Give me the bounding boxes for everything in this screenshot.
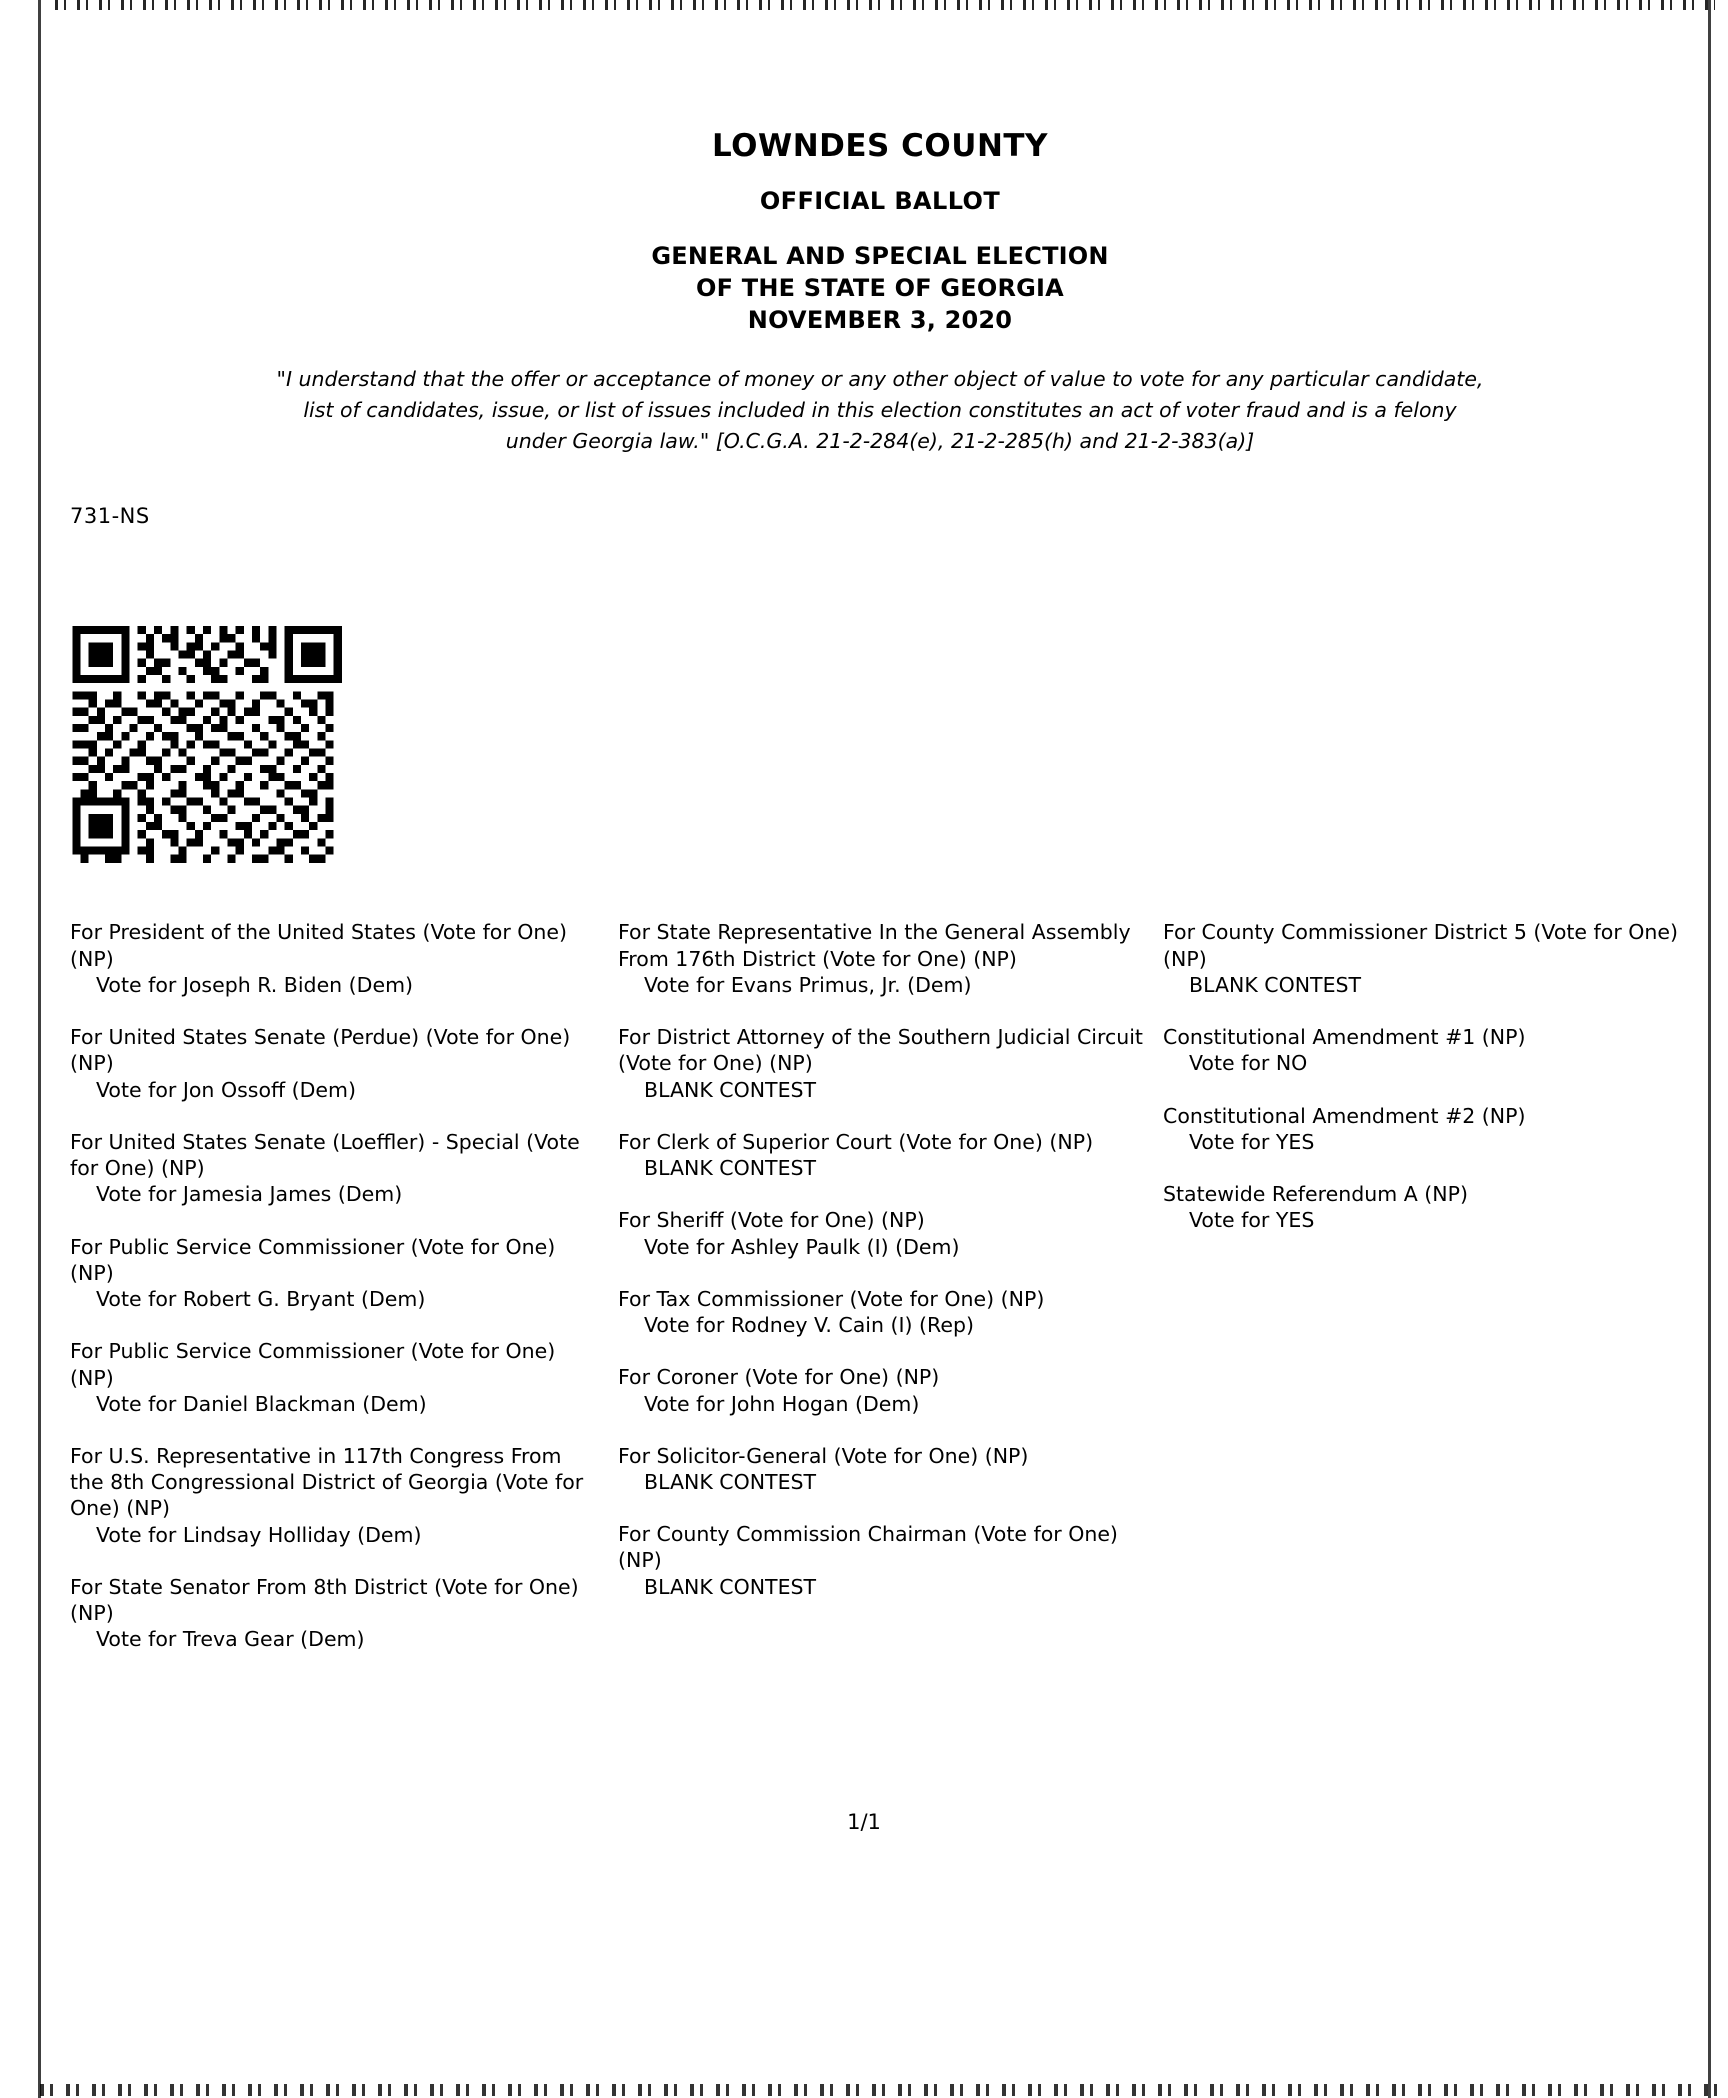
contest-choice: Vote for Evans Primus, Jr. (Dem) xyxy=(644,972,972,997)
contest-choice: BLANK CONTEST xyxy=(644,1469,817,1494)
contest-column-3 xyxy=(1155,919,1690,1259)
contest-choice: Vote for Ashley Paulk (I) (Dem) xyxy=(644,1234,960,1259)
ballot-style-id: 731-NS xyxy=(70,504,150,529)
contest-item xyxy=(618,1443,1145,1495)
contest-item xyxy=(618,1521,1145,1600)
contest-columns xyxy=(70,919,1690,1678)
contest-title: For Coroner (Vote for One) (NP) xyxy=(618,1365,940,1390)
contest-item xyxy=(1163,1103,1680,1155)
contest-title: For County Commission Chairman (Vote for One) (NP) xyxy=(618,1522,1118,1573)
voter-oath-line2: list of candidates, issue, or list of issues included in this election constitutes an act of voter fraud and is a felony xyxy=(303,397,1457,422)
contest-column-1 xyxy=(70,919,610,1678)
contest-choice: Vote for Robert G. Bryant (Dem) xyxy=(96,1287,426,1312)
contest-item xyxy=(1163,1181,1680,1233)
election-date: NOVEMBER 3, 2020 xyxy=(747,305,1013,334)
contest-title: Constitutional Amendment #2 (NP) xyxy=(1163,1103,1526,1128)
election-title xyxy=(60,241,1700,336)
contest-title: For State Senator From 8th District (Vote for One) (NP) xyxy=(70,1574,579,1626)
county-title: LOWNDES COUNTY xyxy=(712,128,1048,164)
official-ballot-label: OFFICIAL BALLOT xyxy=(759,187,1001,216)
contest-title: For District Attorney of the Southern Judicial Circuit (Vote for One) (NP) xyxy=(618,1025,1143,1076)
contest-item xyxy=(618,1286,1145,1338)
contest-item xyxy=(70,1024,600,1103)
contest-choice: BLANK CONTEST xyxy=(644,1574,817,1599)
scan-edge-left xyxy=(38,0,41,2098)
contest-choice: Vote for YES xyxy=(1189,1208,1315,1233)
ballot-header xyxy=(60,128,1700,336)
contest-choice: Vote for Treva Gear (Dem) xyxy=(96,1627,365,1652)
contest-title: For Public Service Commissioner (Vote for One) (NP) xyxy=(70,1339,556,1390)
contest-title: For Public Service Commissioner (Vote for One) (NP) xyxy=(70,1234,556,1285)
contest-title: Constitutional Amendment #1 (NP) xyxy=(1163,1025,1526,1050)
contest-item xyxy=(70,1338,600,1417)
contest-choice: Vote for YES xyxy=(1189,1129,1315,1154)
contest-choice: Vote for Lindsay Holliday (Dem) xyxy=(96,1522,422,1547)
contest-title: For Tax Commissioner (Vote for One) (NP) xyxy=(618,1286,1045,1311)
voter-oath-line3: under Georgia law." [O.C.G.A. 21-2-284(e), 21-2-285(h) and 21-2-383(a)] xyxy=(505,428,1255,453)
contest-item xyxy=(618,1364,1145,1416)
contest-item xyxy=(618,919,1145,998)
scan-artifact-bottom xyxy=(40,2084,1720,2096)
contest-item xyxy=(618,1024,1145,1103)
contest-title: For Solicitor-General (Vote for One) (NP) xyxy=(618,1443,1029,1468)
voter-oath xyxy=(60,364,1700,456)
contest-item xyxy=(70,1443,600,1548)
contest-item xyxy=(618,1129,1145,1181)
contest-item xyxy=(70,1129,600,1208)
contest-choice: BLANK CONTEST xyxy=(644,1077,817,1102)
contest-title: Statewide Referendum A (NP) xyxy=(1163,1182,1468,1207)
qr-code-icon xyxy=(72,626,342,871)
contest-item xyxy=(1163,919,1680,998)
contest-choice: BLANK CONTEST xyxy=(1189,972,1362,997)
contest-title: For United States Senate (Perdue) (Vote for One) (NP) xyxy=(70,1025,571,1076)
contest-choice: Vote for Jamesia James (Dem) xyxy=(96,1182,403,1207)
contest-title: For United States Senate (Loeffler) - Special (Vote for One) (NP) xyxy=(70,1129,580,1181)
contest-title: For County Commissioner District 5 (Vote for One) (NP) xyxy=(1163,920,1679,971)
contest-choice: Vote for Daniel Blackman (Dem) xyxy=(96,1391,427,1416)
contest-choice: Vote for John Hogan (Dem) xyxy=(644,1391,920,1416)
contest-column-2 xyxy=(610,919,1155,1625)
contest-choice: Vote for Rodney V. Cain (I) (Rep) xyxy=(644,1313,974,1338)
ballot-content xyxy=(60,0,1700,1679)
contest-item xyxy=(70,1234,600,1313)
contest-item xyxy=(1163,1024,1680,1076)
contest-choice: Vote for Jon Ossoff (Dem) xyxy=(96,1077,356,1102)
contest-title: For State Representative In the General Assembly From 176th District (Vote for One) (NP) xyxy=(618,920,1131,971)
election-title-line1: GENERAL AND SPECIAL ELECTION xyxy=(651,242,1109,271)
election-title-line2: OF THE STATE OF GEORGIA xyxy=(696,273,1064,302)
contest-item xyxy=(70,919,600,998)
contest-item xyxy=(70,1574,600,1653)
contest-choice: Vote for Joseph R. Biden (Dem) xyxy=(96,972,414,997)
voter-oath-line1: "I understand that the offer or acceptance of money or any other object of value to vote for any particular candidate, xyxy=(276,367,1484,392)
contest-title: For President of the United States (Vote for One) (NP) xyxy=(70,920,568,971)
contest-choice: Vote for NO xyxy=(1189,1051,1308,1076)
contest-title: For U.S. Representative in 117th Congress From the 8th Congressional District of Georgia (Vote for One) (NP) xyxy=(70,1443,584,1521)
page-number: 1/1 xyxy=(847,1810,881,1834)
contest-title: For Clerk of Superior Court (Vote for One) (NP) xyxy=(618,1129,1094,1154)
contest-choice: BLANK CONTEST xyxy=(644,1156,817,1181)
contest-item xyxy=(618,1207,1145,1259)
contest-title: For Sheriff (Vote for One) (NP) xyxy=(618,1208,925,1233)
scan-edge-right xyxy=(1708,0,1711,2098)
